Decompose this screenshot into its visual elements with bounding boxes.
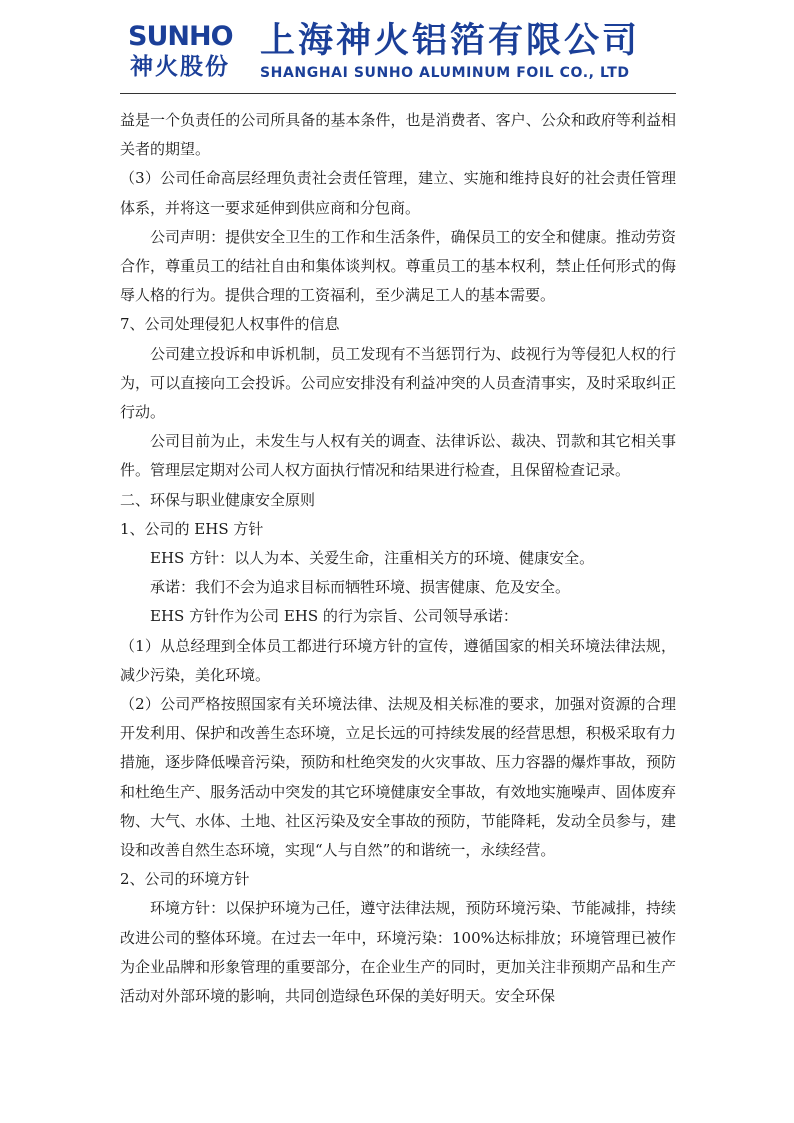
logo-chinese: 神火股份: [130, 54, 230, 80]
paragraph: EHS 方针作为公司 EHS 的行为宗旨、公司领导承诺：: [150, 607, 518, 626]
company-logo: [128, 22, 246, 84]
paragraph: （1）从总经理到全体员工都进行环境方针的宣传，遵循国家的相关环境法律法规，减少污染，美化环境。: [120, 636, 676, 684]
company-name-chinese: 上海神火铝箔有限公司: [260, 21, 641, 61]
paragraph: 环境方针：以保护环境为己任，遵守法律法规，预防环境污染、节能减排，持续改进公司的整体环境。在过去一年中，环境污染：100%达标排放；环境管理已被作为企业品牌和形象管理的重要部分，在企业生产的同时，更加关注非预期产品和生产活动对外部环境的影响，共同创造绿色环保的美好明天。安全环保: [120, 899, 676, 1006]
paragraph: （2）公司严格按照国家有关环境法律、法规及相关标准的要求，加强对资源的合理开发利用、保护和改善生态环境，立足长远的可持续发展的经营思想，积极采取有力措施，逐步降低噪音污染，预防和杜绝突发的火灾事故、压力容器的爆炸事故，预防和杜绝生产、服务活动中突发的其它环境健康安全事故，有效地实施噪声、固体废弃物、大气、水体、土地、社区污染及安全事故的预防，节能降耗，发动全员参与，建设和改善自然生态环境，实现“人与自然”的和谐统一，永续经营。: [120, 695, 676, 860]
logo-english: SUNHO: [128, 21, 233, 52]
header-divider: [120, 93, 676, 94]
paragraph: 承诺：我们不会为追求目标而牺牲环境、损害健康、危及安全。: [150, 578, 571, 597]
paragraph: 公司建立投诉和申诉机制，员工发现有不当惩罚行为、歧视行为等侵犯人权的行为，可以直接向工会投诉。公司应安排没有利益冲突的人员查清事实，及时采取纠正行动。: [120, 344, 676, 422]
document-body: [120, 106, 676, 1011]
paragraph: 2、公司的环境方针: [120, 870, 250, 889]
paragraph: 7、公司处理侵犯人权事件的信息: [120, 315, 340, 334]
paragraph: EHS 方针：以人为本、关爱生命，注重相关方的环境、健康安全。: [150, 549, 595, 568]
company-name-english: SHANGHAI SUNHO ALUMINUM FOIL CO., LTD: [260, 65, 630, 81]
paragraph: 公司目前为止，未发生与人权有关的调查、法律诉讼、裁决、罚款和其它相关事件。管理层定期对公司人权方面执行情况和结果进行检查，且保留检查记录。: [120, 432, 676, 480]
paragraph: （3）公司任命高层经理负责社会责任管理，建立、实施和维持良好的社会责任管理体系，并将这一要求延伸到供应商和分包商。: [120, 169, 676, 217]
paragraph: 公司声明：提供安全卫生的工作和生活条件，确保员工的安全和健康。推动劳资合作，尊重员工的结社自由和集体谈判权。尊重员工的基本权利，禁止任何形式的侮辱人格的行为。提供合理的工资福利，至少满足工人的基本需要。: [120, 227, 676, 305]
letterhead: [128, 22, 674, 88]
paragraph: 二、环保与职业健康安全原则: [120, 490, 316, 509]
paragraph: 1、公司的 EHS 方针: [120, 519, 264, 538]
paragraph: 益是一个负责任的公司所具备的基本条件，也是消费者、客户、公众和政府等利益相关者的期望。: [120, 111, 676, 159]
